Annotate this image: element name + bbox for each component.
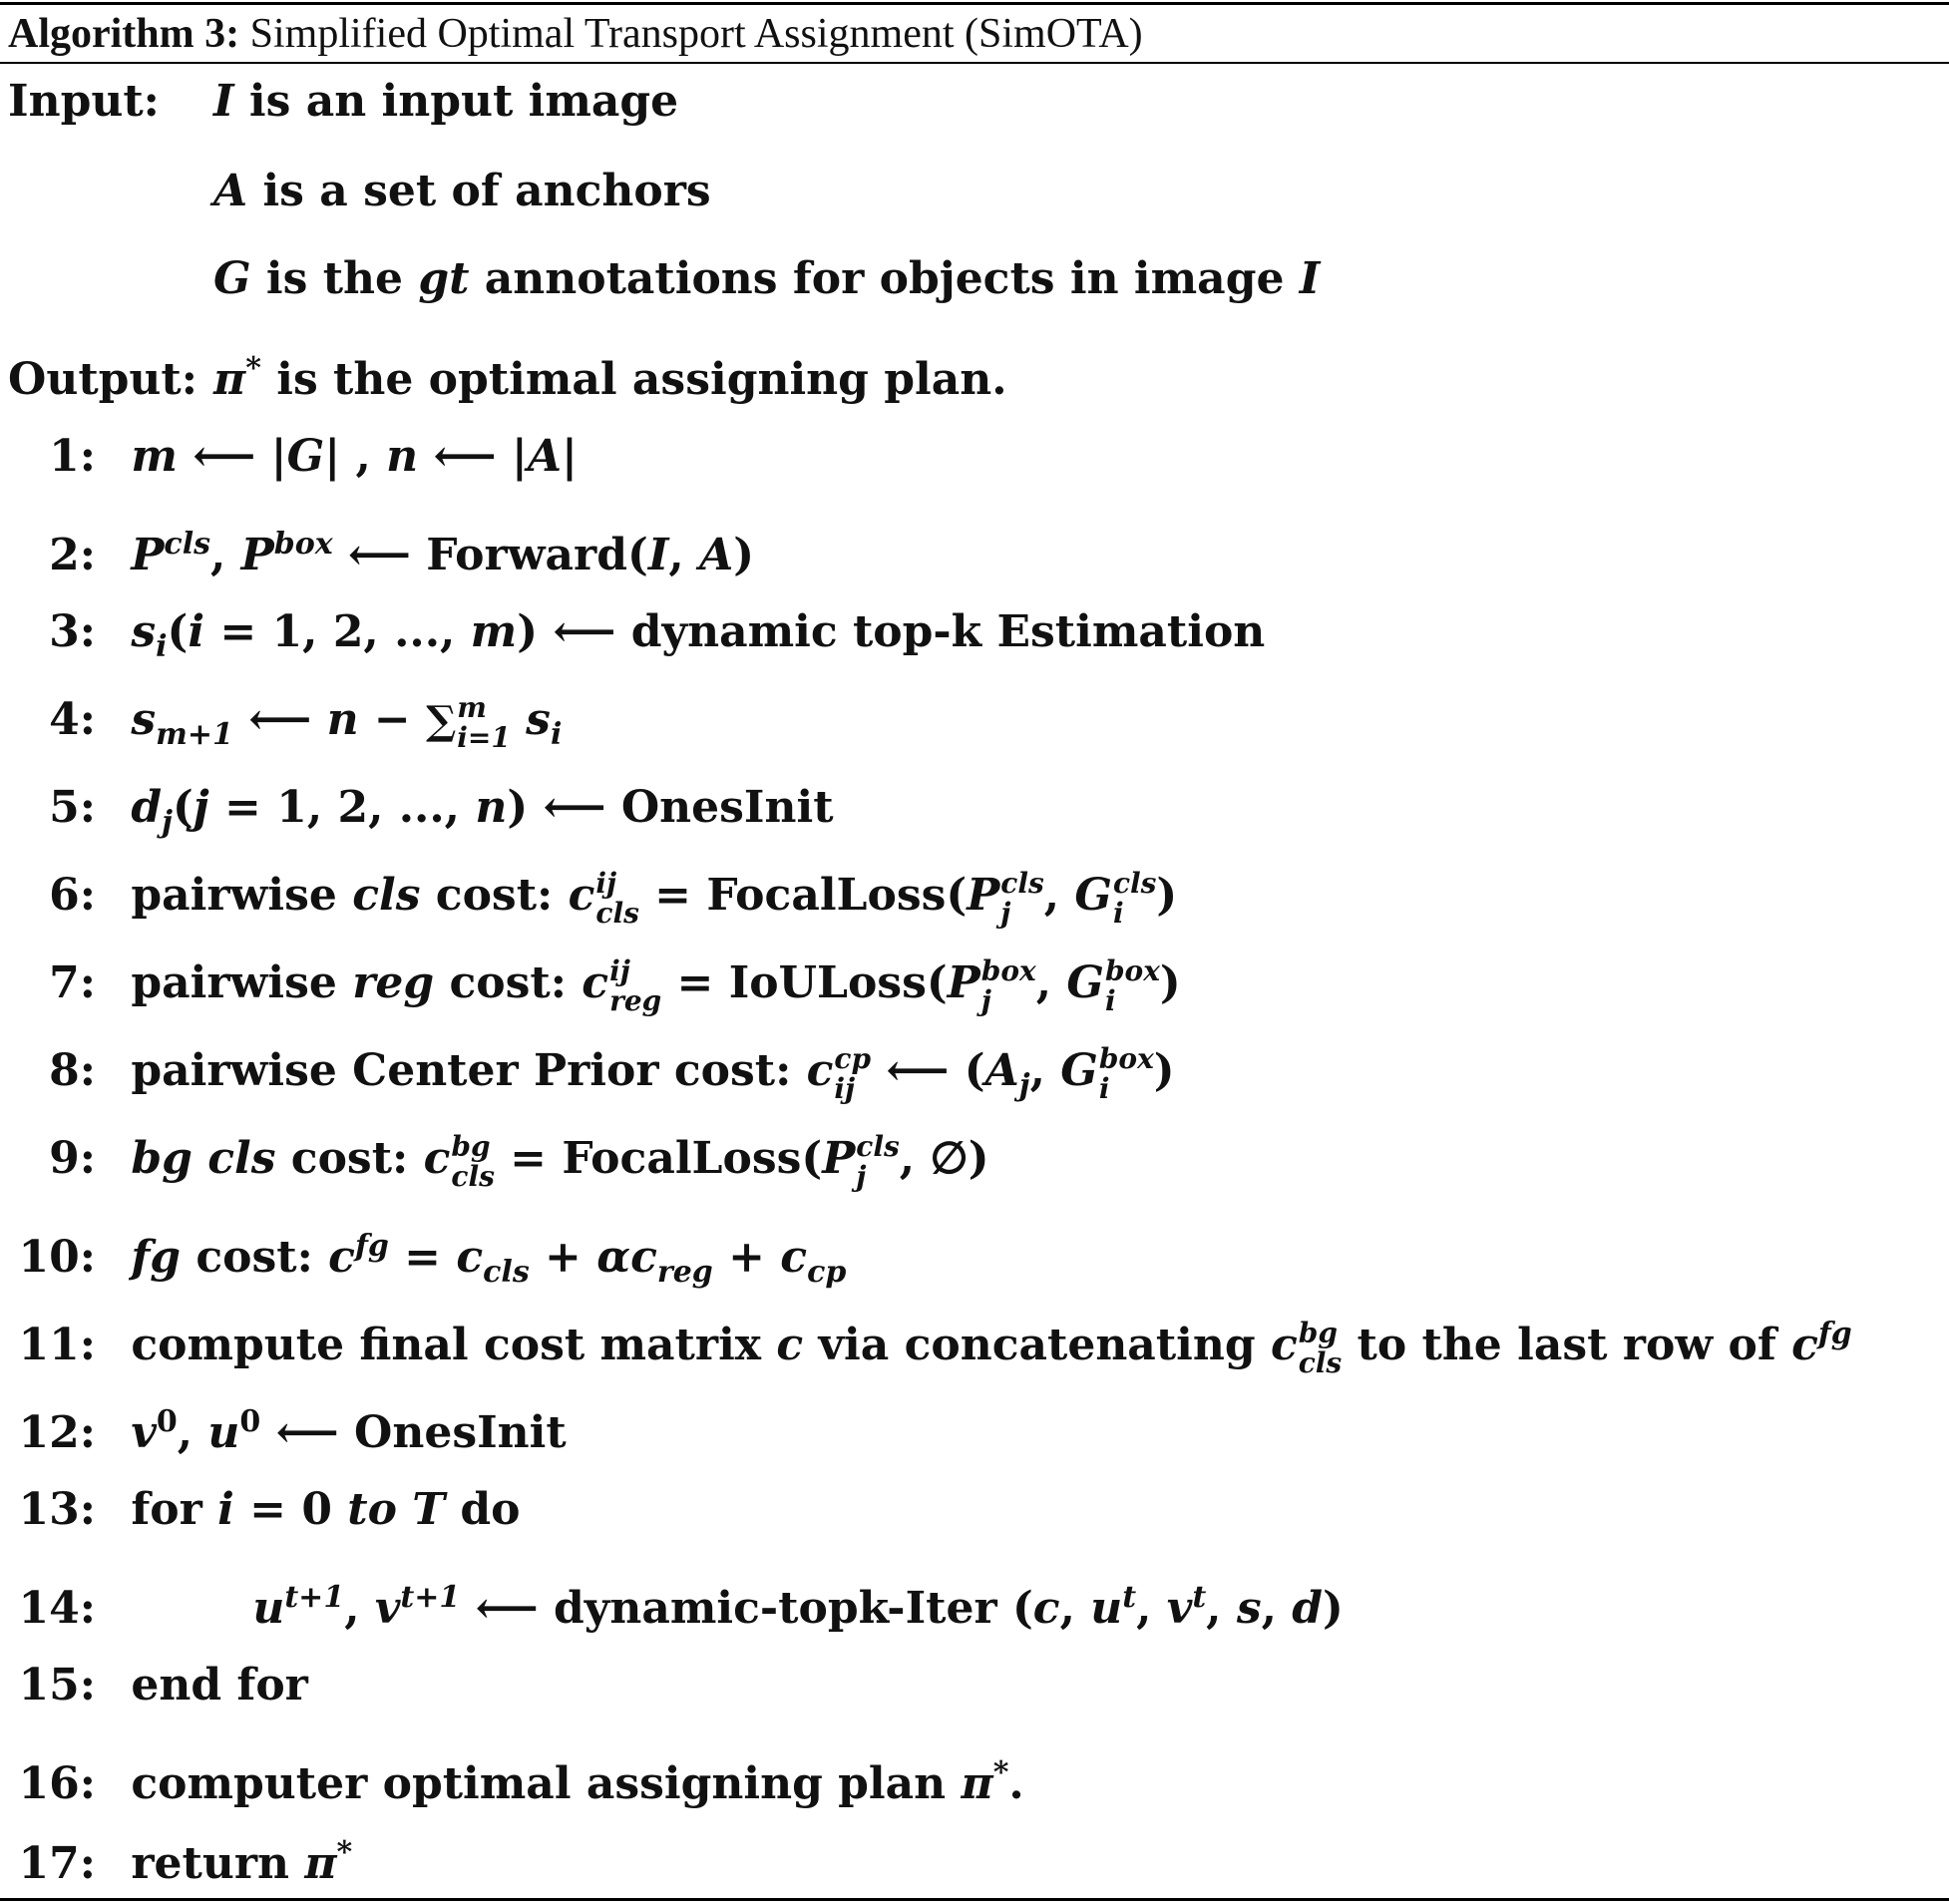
step-number: 3: <box>49 606 96 657</box>
step-5 <box>0 768 834 848</box>
output-text: π* is the optimal assigning plan. <box>213 351 1007 405</box>
step-6 <box>0 856 1177 936</box>
step-text: fg cost: $c^{fg} = c_{cls} + \alpha c_{reg} + c_{cp}$ <box>131 1229 847 1290</box>
step-number: 9: <box>49 1133 96 1184</box>
step-12 <box>0 1382 567 1462</box>
step-number: 4: <box>49 694 96 745</box>
input-text-3: G is the gt annotations for objects in image I <box>213 253 1321 304</box>
step-2 <box>0 505 754 584</box>
output-label: Output: <box>8 354 197 405</box>
step-4 <box>0 680 562 760</box>
step-text: pairwise Center Prior cost: c cp ij ⟵ ($A_j$, G box i ) <box>131 1041 1175 1105</box>
step-7 <box>0 944 1181 1023</box>
input-line-2 <box>213 152 711 231</box>
step-16 <box>0 1733 1024 1813</box>
step-9 <box>0 1119 989 1199</box>
step-11 <box>0 1295 1852 1379</box>
step-text: pairwise reg cost: c ij reg = IoULoss(P box j , G box i ) <box>131 953 1181 1017</box>
step-text: bg cls cost: c bg cls = FocalLoss(P cls j , ∅) <box>131 1129 989 1193</box>
step-text: $u^{t+1}$, $v^{t+1}$ ⟵ dynamic-topk-Iter (c, $u^t$, $v^t$, s, d) <box>252 1580 1344 1634</box>
input-label: Input: <box>8 76 160 127</box>
input-text-1: I is an input image <box>213 76 679 127</box>
step-number: 1: <box>49 431 96 482</box>
step-text: computer optimal assigning plan π*. <box>131 1755 1024 1809</box>
top-rule <box>0 2 1949 5</box>
step-number: 10: <box>18 1232 96 1283</box>
step-text: $s_{m+1}$ ⟵ n − ∑ m i=1 $s_i$ <box>131 690 563 754</box>
input-line-1 <box>8 62 678 142</box>
step-3 <box>0 592 1265 672</box>
algorithm-label: Algorithm 3: <box>8 11 240 57</box>
step-10 <box>0 1207 847 1290</box>
output-line <box>8 329 1007 409</box>
step-text: $P^{cls}$, $P^{box}$ ⟵ Forward(I, A) <box>131 527 755 580</box>
bottom-rule <box>0 1898 1949 1901</box>
step-15 <box>0 1646 308 1725</box>
step-number: 17: <box>18 1838 96 1889</box>
step-8 <box>0 1031 1175 1111</box>
step-text: for i = 0 to T do <box>131 1484 521 1535</box>
step-number: 11: <box>18 1320 96 1370</box>
input-text-2: A is a set of anchors <box>213 166 711 216</box>
step-number: 12: <box>18 1407 96 1458</box>
step-number: 15: <box>18 1660 96 1711</box>
step-text: pairwise cls cost: c ij cls = FocalLoss(P cls j , G cls i ) <box>131 866 1178 930</box>
algorithm-caption <box>8 8 1143 60</box>
step-number: 6: <box>49 870 96 921</box>
step-text: $v^0$, $u^0$ ⟵ OnesInit <box>131 1404 567 1458</box>
step-number: 8: <box>49 1045 96 1096</box>
algorithm-title: Simplified Optimal Transport Assignment (SimOTA) <box>249 11 1143 57</box>
step-number: 14: <box>18 1583 96 1634</box>
step-text: end for <box>131 1660 308 1711</box>
step-text: $s_i(i = 1$, 2, ..., m) ⟵ dynamic top-k Estimation <box>131 606 1266 664</box>
step-number: 2: <box>49 530 96 580</box>
step-13 <box>0 1470 520 1550</box>
step-17 <box>0 1813 352 1893</box>
step-text: m ⟵ |G| , n ⟵ |A| <box>131 431 579 482</box>
step-number: 5: <box>49 782 96 833</box>
step-14 <box>0 1558 1344 1638</box>
step-1 <box>0 417 578 497</box>
step-number: 16: <box>18 1758 96 1809</box>
input-line-3 <box>213 239 1320 319</box>
step-number: 13: <box>18 1484 96 1535</box>
step-text: compute final cost matrix c via concatenating c bg cls to the last row of $c^{fg}$ <box>131 1316 1852 1379</box>
step-number: 7: <box>49 957 96 1008</box>
step-text: return π* <box>131 1835 353 1889</box>
step-text: $d_j(j = 1$, 2, ..., n) ⟵ OnesInit <box>131 782 834 840</box>
